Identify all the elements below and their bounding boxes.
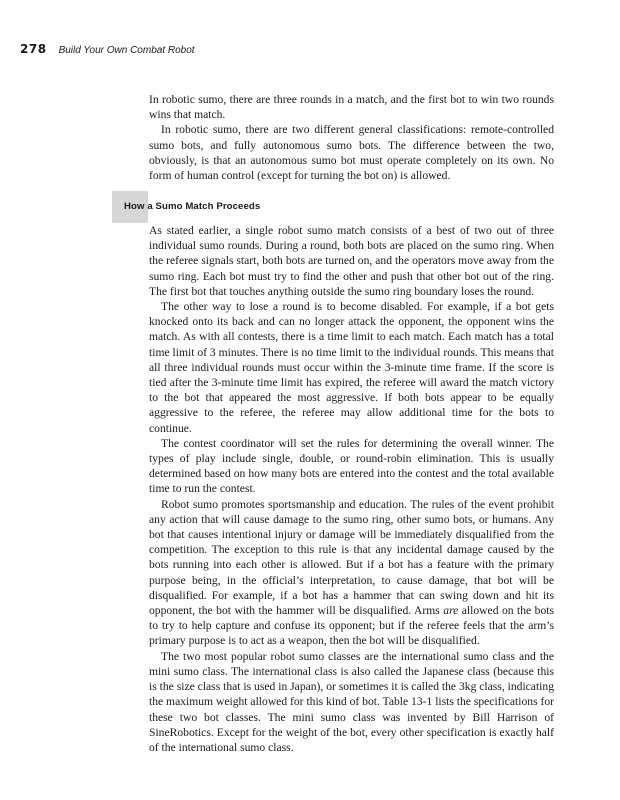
paragraph <box>149 497 554 649</box>
intro-text <box>149 92 554 183</box>
paragraph-text: Robot sumo promotes sportsmanship and education. The rules of the event prohibit any action that will cause damage to the sumo ring, other sumo bots, or humans. Any bot that causes intentional injury or damage will be immediately disqualified from the competition. The exception to this rule is that any incidental damage caused by the bots running into each other is allowed. But if a bot has a feature with the primary purpose being, in the official’s interpretation, to cause damage, that bot will be disqualified. For example, if a bot has a hammer that can swing down and hit its opponent, the bot with the hammer will be disqualified. Arms <box>149 497 554 618</box>
paragraph-text: allowed on the bots to try to help capture and confuse its opponent; but if the referee feels that the arm’s primary purpose is to act as a weapon, then the bot will be disqualified. <box>149 604 554 648</box>
paragraph: In robotic sumo, there are three rounds in a match, and the first bot to win two rounds wins that match. <box>149 93 554 122</box>
page-number: 278 <box>20 42 47 56</box>
paragraph: In robotic sumo, there are two different general classifications: remote-controlled sumo bots, and fully autonomous sumo bots. The difference between the two, obviously, is that an autonomous sumo bot must operate completely on its own. No form of human control (except for turning the bot on) is allowed. <box>149 123 554 183</box>
section-body <box>149 223 554 755</box>
paragraph: The other way to lose a round is to become disabled. For example, if a bot gets knocked onto its back and can no longer attack the opponent, the opponent wins the match. As with all contests, there is a time limit to each match. Each match has a total time limit of 3 minutes. There is no time limit to the individual rounds. This means that all three individual rounds must occur within the 3-minute time frame. If the score is tied after the 3-minute time limit has expired, the referee will award the match victory to the bot that appeared the most aggressive. If both bots appear to be equally aggressive to the referee, the referee may allow additional time for the bots to continue. <box>149 300 554 435</box>
emphasis-text: are <box>443 604 459 618</box>
section-heading: How a Sumo Match Proceeds <box>124 201 261 212</box>
paragraph: The two most popular robot sumo classes are the international sumo class and the mini sumo class. The international class is also called the Japanese class (because this is the size class that is used in Japan), or sometimes it is called the 3kg class, indicating the maximum weight allowed for this kind of bot. Table 13-1 lists the specifications for these two bot classes. The mini sumo class was invented by Bill Harrison of SineRobotics. Except for the weight of the bot, every other specification is exactly half of the international sumo class. <box>149 649 554 754</box>
paragraph: As stated earlier, a single robot sumo match consists of a best of two out of three individual sumo rounds. During a round, both bots are placed on the sumo ring. When the referee signals start, both bots are turned on, and the operators move away from the sumo ring. Each bot must try to find the other and push that other bot out of the ring. The first bot that touches anything outside the sumo ring boundary loses the round. <box>149 224 554 298</box>
page-header <box>20 42 195 58</box>
paragraph: The contest coordinator will set the rules for determining the overall winner. The types of play include single, double, or round-robin elimination. This is usually determined based on how many bots are entered into the contest and the total available time to run the contest. <box>149 436 554 496</box>
running-title: Build Your Own Combat Robot <box>58 45 195 56</box>
